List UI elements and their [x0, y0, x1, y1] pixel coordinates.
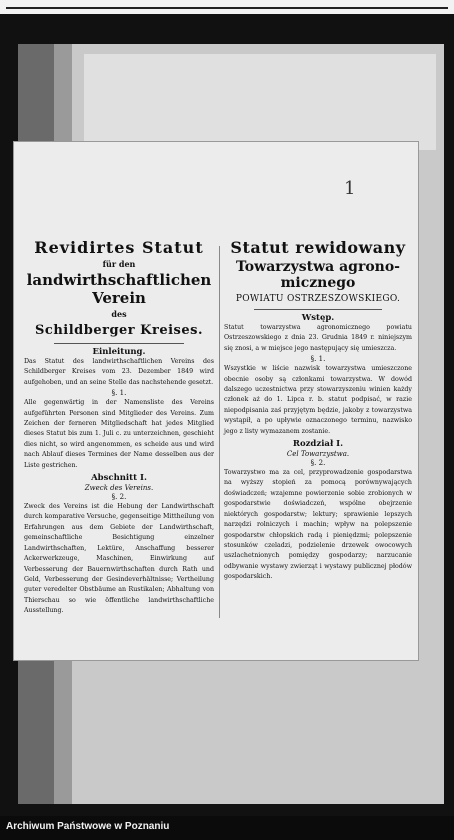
german-title-line5: Schildberger Kreises. [35, 323, 203, 338]
polish-title-line4: POWIATU OSTRZESZOWSKIEGO. [235, 294, 401, 304]
german-intro-text: Das Statut des landwirthschaftlichen Vereins des Schildberger Kreises vom 23. Dezember 1849 wird aufgehoben, und an seine Stelle das nachstehende gesetzt. [24, 358, 214, 386]
polish-intro-text: Statut towarzystwa agronomicznego powiatu Ostrzeszowskiego z dnia 23. Grudnia 1849 r. niniejszym się znosi, a w miejsce jego następujący się umieszcza. [224, 324, 412, 352]
german-sec2-text: Zweck des Vereins ist die Hebung der Landwirthschaft durch komparative Versuche, gegenseitige Mittheilung von Erfahrungen aus dem Gebiete der Landwirthschaft, gemeinschaftliche Besichtigung einzelner Landwirthschaften, Lektüre, Anschaffung besserer Ackerwerkzeuge, Maschinen, Einwirkung auf Verbesserung der Bauernwirthschaften durch Rath und Geld, Verbesserung der Gesindeverhältnisse; Vertheilung guter veredelter Obstbäume an Rustikalen; Abhaltung von Thierschau so wie öffentliche landwirthschaftliche Ausstellung. [24, 503, 214, 615]
top-rule [6, 7, 448, 9]
german-title-line4: des [111, 309, 127, 319]
background-page-highlight [84, 54, 436, 150]
polish-title-line3: micznego [280, 275, 356, 291]
german-intro-heading: Einleitung. [92, 347, 146, 357]
german-section-heading: Abschnitt I. [91, 473, 147, 484]
german-title-line1: Revidirtes Statut [34, 238, 204, 257]
german-title-rule [54, 343, 184, 344]
german-title-line3: landwirthschaftlichen Verein [26, 271, 212, 307]
polish-title-rule [254, 309, 382, 310]
german-column [24, 238, 214, 617]
archive-footer [0, 816, 454, 840]
archive-footer-label: Archiwum Państwowe w Poznaniu [6, 821, 170, 832]
document-sheet [14, 142, 418, 660]
polish-title-line1: Statut rewidowany [230, 238, 406, 257]
polish-section-subheading: Cel Towarzystwa. [286, 450, 350, 459]
polish-title-line2: Towarzystwa agrono- [236, 259, 400, 275]
german-sec1-text: Alle gegenwärtig in der Namensliste des Vereins aufgeführten Personen sind Mitglieder des Vereins. Zum Zeichen der ferneren Mitgliedschaft hat jedes Mitglied dieses Statut bis zum 1. Juli c. zu unterzeichnen, geschieht dies nicht, so wird angenommen, es scheide aus und wird nach Ablauf dieses Termines der Name desselben aus der Liste gestrichen. [24, 399, 214, 469]
polish-section-heading: Rozdział I. [292, 439, 344, 450]
german-sec2-label: §. 2. [111, 493, 127, 502]
page-mark: 1 [344, 178, 356, 199]
polish-sec2-text: Towarzystwo ma za cel, przyprowadzenie gospodarstwa na wyższy stopień za pomocą porównywających doświadczeń; wzajemne powierzenie sobie zrobionych w gospodarstwie doświadczeń, wspólne obejrzenie niektórych gospodarstw; lektury; sprawienie lepszych narzędzi rolniczych i machin; wpływ na polepszenie gospodarstw chłopskich radą i pieniędzmi; polepszenie stosunków czeladzi, podzielenie drzewek owocowych uszlachetnionych pomiędzy gospodarzy; narzucanie odbywanie wystawy zwierząt i wystawy publicznej płodów gospodarskich. [224, 469, 412, 581]
polish-intro-heading: Wstęp. [301, 313, 335, 323]
german-title-line2: für den [102, 259, 136, 269]
polish-sec2-label: §. 2. [310, 459, 326, 468]
polish-sec1-label: §. 1. [310, 355, 326, 364]
polish-sec1-text: Wszystkie w liście nazwisk towarzystwa umieszczone obecnie osoby są członkami towarzystwa. W dowód dalszego uczestnictwa przy stowarzyszeniu winien każdy członek aż do 1. Lipca r. b. statut podpisać, w razie niepodpisania zaś przyjętym będzie, jakoby z towarzystwa wystąpił, a po upływie oznaczonego terminu, nazwisko jego z listy wymazanem zostanie. [224, 365, 412, 435]
german-sec1-label: §. 1. [111, 389, 127, 398]
scan-viewer [0, 14, 454, 816]
column-divider [219, 246, 220, 618]
viewer-top-bar [0, 0, 454, 14]
german-section-subheading: Zweck des Vereins. [84, 484, 154, 493]
polish-column [224, 238, 412, 583]
